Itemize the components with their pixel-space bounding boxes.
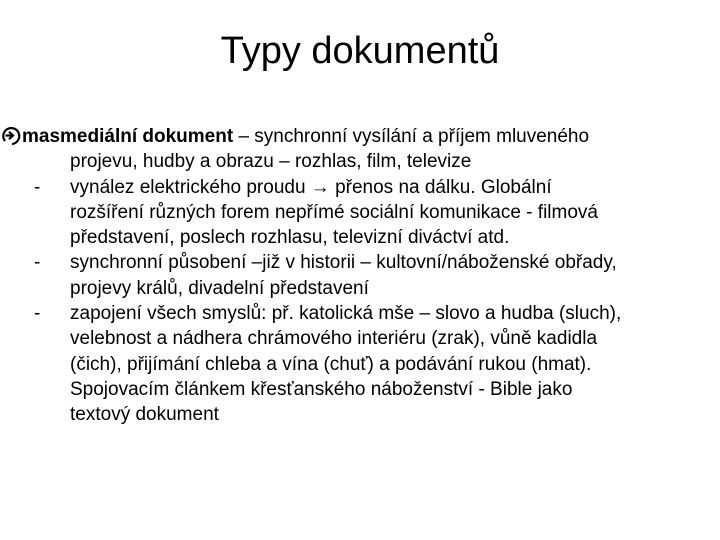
text-line: synchronní působení –již v historii – kultovní/náboženské obřady, [70, 252, 617, 274]
bullet-lead-term: masmediální dokument [22, 126, 234, 147]
text-line: představení, poslech rozhlasu, televizní diváctví atd. [70, 227, 510, 249]
dash-item-zapojeni [0, 301, 715, 427]
dash-item-vynalez [0, 175, 715, 251]
bullet-lead-rest: – synchronní vysílání a příjem mluveného [233, 126, 590, 147]
text-line: Spojovacím článkem křesťanského náboženství - Bible jako [70, 378, 573, 400]
text-line: rozšíření různých forem nepřímé sociální komunikace - filmová [70, 201, 598, 223]
text-line: velebnost a nádhera chrámového interiéru (zrak), vůně kadidla [70, 328, 598, 350]
text-line: textový dokument [70, 404, 219, 426]
dash-marker: - [34, 176, 41, 198]
slide-body [0, 124, 715, 428]
circled-arrow-icon [2, 126, 22, 153]
bullet-masmedialni [0, 124, 715, 175]
dash-item-synchronni [0, 250, 715, 301]
text-line: (čich), přijímání chleba a vína (chuť) a podávání rukou (hmat). [70, 353, 592, 375]
slide-title: Typy dokumentů [220, 30, 500, 72]
text-line: projevy králů, divadelní představení [70, 277, 369, 299]
text-line: projevu, hudby a obrazu – rozhlas, film, televize [70, 151, 472, 173]
dash-marker: - [34, 303, 41, 325]
bullet-first-line [22, 124, 715, 149]
text-line: vynález elektrického proudu → přenos na dálku. Globální [70, 176, 552, 198]
text-line: zapojení všech smyslů: př. katolická mše – slovo a hudba (sluch), [70, 303, 622, 325]
dash-marker: - [34, 252, 41, 274]
